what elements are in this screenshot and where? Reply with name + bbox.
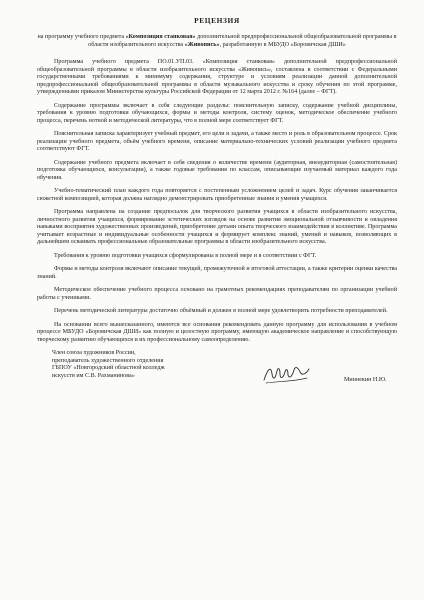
subtitle-program: «Живопись» — [184, 41, 220, 48]
paragraph-subject-content: Содержание учебного предмета включает в себя сведения о количестве времени (аудиторная, внеаудиторная (самостоятельная) подготовка обучающихся, консультации), а также годовые требования по классам, описывающие изучаемый материал каждого года обучения. — [37, 159, 397, 181]
reviewer-institution-name: искусств им С.В. Рахманинова» — [52, 372, 135, 379]
reviewer-position: преподаватель художественного отделения — [52, 357, 164, 364]
signer-name: Миннекин Н.Ю. — [344, 377, 387, 384]
subtitle-suffix: , разработанную в МБУДО «Боровичская ДШИ» — [219, 41, 346, 48]
paragraph-explanatory-note: Пояснительная записка характеризует учебный предмет, его цели и задачи, а также место и роль в образовательном процессе. Срок реализации учебного предмета, объём учебного времени, описание материально-технических условий реализации учебного предмета соответствуют ФГТ. — [37, 131, 397, 153]
reviewer-membership: Член союза художников России, — [52, 350, 136, 357]
signature-block — [37, 350, 397, 384]
document-title: РЕЦЕНЗИЯ — [194, 16, 240, 25]
subtitle-prefix: на программу учебного предмета — [37, 34, 126, 40]
paragraph-requirements: Требования к уровню подготовки учащихся сформулированы в полной мере и в соответствии с ФГТ. — [54, 252, 317, 259]
reviewer-institution: ГБПОУ «Новгородский областной колледж — [52, 365, 165, 372]
document-subtitle — [37, 34, 397, 49]
paragraph-literature: Перечень методической литературы достаточно объёмный и должен в полной мере удовлетворить потребности преподавателей. — [54, 308, 388, 315]
paragraph-program-goals: Программа направлена на создание предпосылок для творческого развития учащихся в области изобразительного искусства, личностного развития учащихся, формирование эстетических взглядов на основе развития эмоциональной отзывчивости и овладения навыками восприятия художественных произведений, приобретение детьми опыта творческого взаимодействия в коллективе. Программа учитывает возрастные и индивидуальные особенности учащихся и формирует комплекс знаний, умений и навыков, позволяющих в дальнейшем осваивать профессиональные образовательные программы в области изобразительного искусства. — [37, 209, 397, 246]
paragraph-contents: Содержание программы включает в себя следующие разделы: пояснительную записку, содержание учебной дисциплины, требования к уровню подготовки обучающихся, формы и методы контроля, систему оценок, методическое обеспечение учебного процесса, перечень нотной и методической литературы, что в полной мере соответствует ФГТ. — [37, 102, 397, 124]
paragraph-methodical-support: Методическое обеспечение учебного процесса основано на грамотных рекомендациях преподавателям по организации учебной работы с учениками. — [37, 287, 397, 301]
paragraph-thematic-plan: Учебно-тематический план каждого года повторяется с постепенным усложнением целей и задач. Курс обучения заканчивается сюжетной композицией, которая должна наглядно демонстрировать приобретенные знания и умения учащихся. — [37, 188, 397, 202]
paragraph-program-basis: Программа учебного предмета ПО.01.УП.03. «Композиция станковая» дополнительной предпрофессиональной общеобразовательной программы в области изобразительного искусства «Живопись», составлена в соответствии с Федеральными государственными требованиями к минимуму содержания, структуре и условиям реализации данной дополнительной предпрофессиональной общеобразовательной программы в области музыкального искусства и сроку обучения по этой программе, утвержденными приказом Министерства культуры Российской Федерации от 12 марта 2012 г. №164 (далее – ФГТ). — [37, 59, 397, 96]
handwritten-signature — [260, 360, 312, 388]
subtitle-mid: дополнительной предпрофессиональной общеобразовательной программы в области изобразительного искусства — [88, 34, 397, 48]
paragraph-control-forms: Формы и методы контроля включают описание текущей, промежуточной и итоговой аттестации, а также критерии оценки качества знаний. — [37, 266, 397, 280]
paragraph-conclusion: На основании всего вышесказанного, имеются все основания рекомендовать данную программу для использования в учебном процессе МБУДО «Боровичская ДШИ» как полную и целостную программу, имеющую академическое направление и способствующую творческому развитию обучающихся и их профессиональному самоопределению. — [37, 321, 397, 343]
subtitle-subject: «Композиция станковая» — [125, 34, 196, 40]
